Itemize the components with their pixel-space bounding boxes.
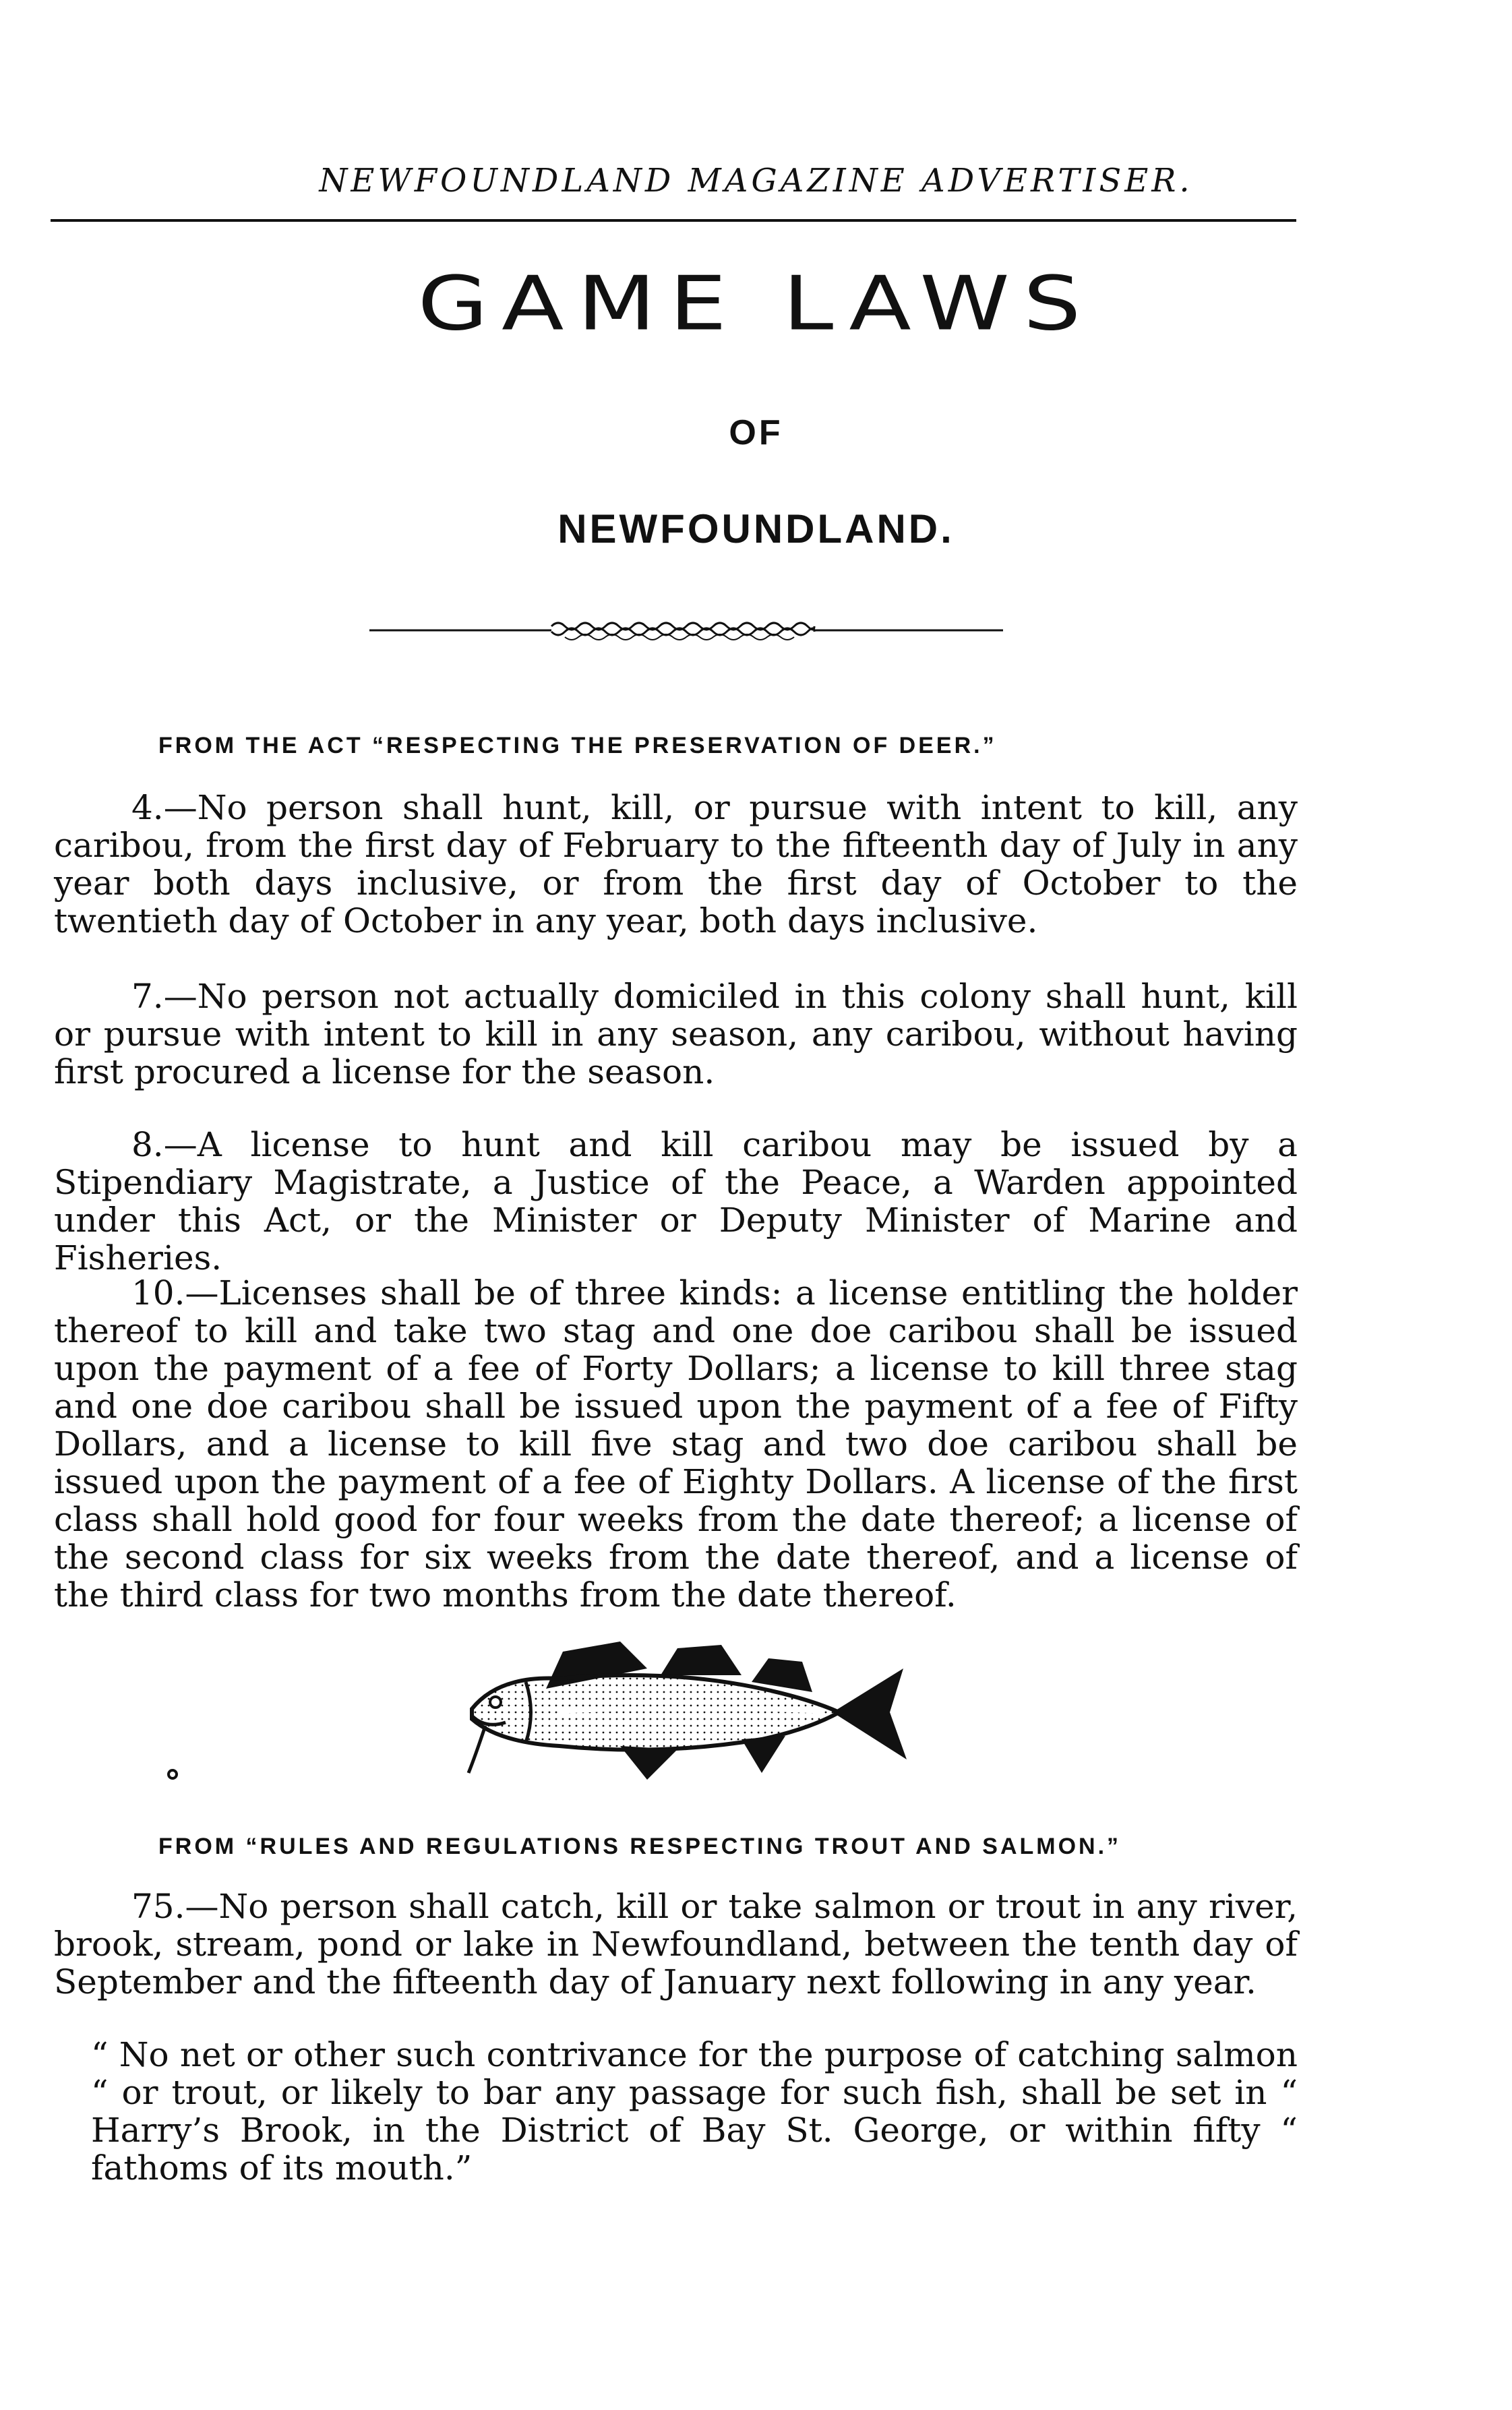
printer-mark xyxy=(167,1769,178,1780)
wavy-rule-ornament xyxy=(369,610,1003,651)
paragraph-text: A license to hunt and kill caribou may be issued by a Stipendiary Magistrate, a Justice of the Peace, a Warden appointed under this Act, or the Minister or Deputy Minister of Marine and Fisheries. xyxy=(54,1125,1298,1277)
title-of: OF xyxy=(729,413,783,452)
page-title: GAME LAWS xyxy=(417,260,1095,347)
paragraph-text: No person shall catch, kill or take salmon or trout in any river, brook, stream, pond or lake in Newfoundland, between the tenth day of September and the fifteenth day of January next following in any year. xyxy=(54,1887,1298,2001)
section-heading-trout-salmon: FROM “RULES AND REGULATIONS RESPECTING TROUT AND SALMON.” xyxy=(158,1834,1122,1859)
header-rule xyxy=(51,219,1296,222)
paragraph-10 xyxy=(54,1274,1298,1614)
running-header: NEWFOUNDLAND MAGAZINE ADVERTISER. xyxy=(319,162,1193,200)
paragraph-8 xyxy=(54,1126,1298,1277)
codfish-engraving xyxy=(445,1628,917,1790)
paragraph-text: No person shall hunt, kill, or pursue with intent to kill, any caribou, from the first day of February to the fifteenth day of July in any year both days inclusive, or from the first day of October to the twentieth day of October in any year, both days inclusive. xyxy=(54,788,1298,940)
paragraph-7 xyxy=(54,977,1298,1091)
paragraph-number: 7.— xyxy=(131,977,198,1016)
paragraph-number: 4.— xyxy=(131,788,198,827)
regulation-quote: “ No net or other such contrivance for the purpose of catching salmon “ or trout, or likely to bar any passage for such fish, shall be set in “ Harry’s Brook, in the District of Bay St. George, or within fifty “ fathoms of its mouth.” xyxy=(91,2035,1298,2188)
paragraph-text: No person not actually domiciled in this colony shall hunt, kill or pursue with intent to kill in any season, any caribou, without having first procured a license for the season. xyxy=(54,977,1298,1091)
paragraph-number: 75.— xyxy=(131,1887,219,1926)
paragraph-number: 8.— xyxy=(131,1125,198,1164)
paragraph-75 xyxy=(54,1888,1298,2001)
title-place: NEWFOUNDLAND. xyxy=(557,506,955,551)
section-heading-deer: FROM THE ACT “RESPECTING THE PRESERVATION OF DEER.” xyxy=(158,733,997,758)
paragraph-text: Licenses shall be of three kinds: a license entitling the holder thereof to kill and take two stag and one doe caribou shall be issued upon the payment of a fee of Forty Dollars; a license to kill three stag and one doe caribou shall be issued upon the payment of a fee of Fifty Dollars, and a license to kill five stag and two doe caribou shall be issued upon the payment of a fee of Eighty Dollars. A license of the first class shall hold good for four weeks from the date thereof; a license of the second class for six weeks from the date thereof, and a license of the third class for two months from the date thereof. xyxy=(54,1273,1298,1615)
paragraph-number: 10.— xyxy=(131,1273,219,1313)
paragraph-4 xyxy=(54,789,1298,940)
